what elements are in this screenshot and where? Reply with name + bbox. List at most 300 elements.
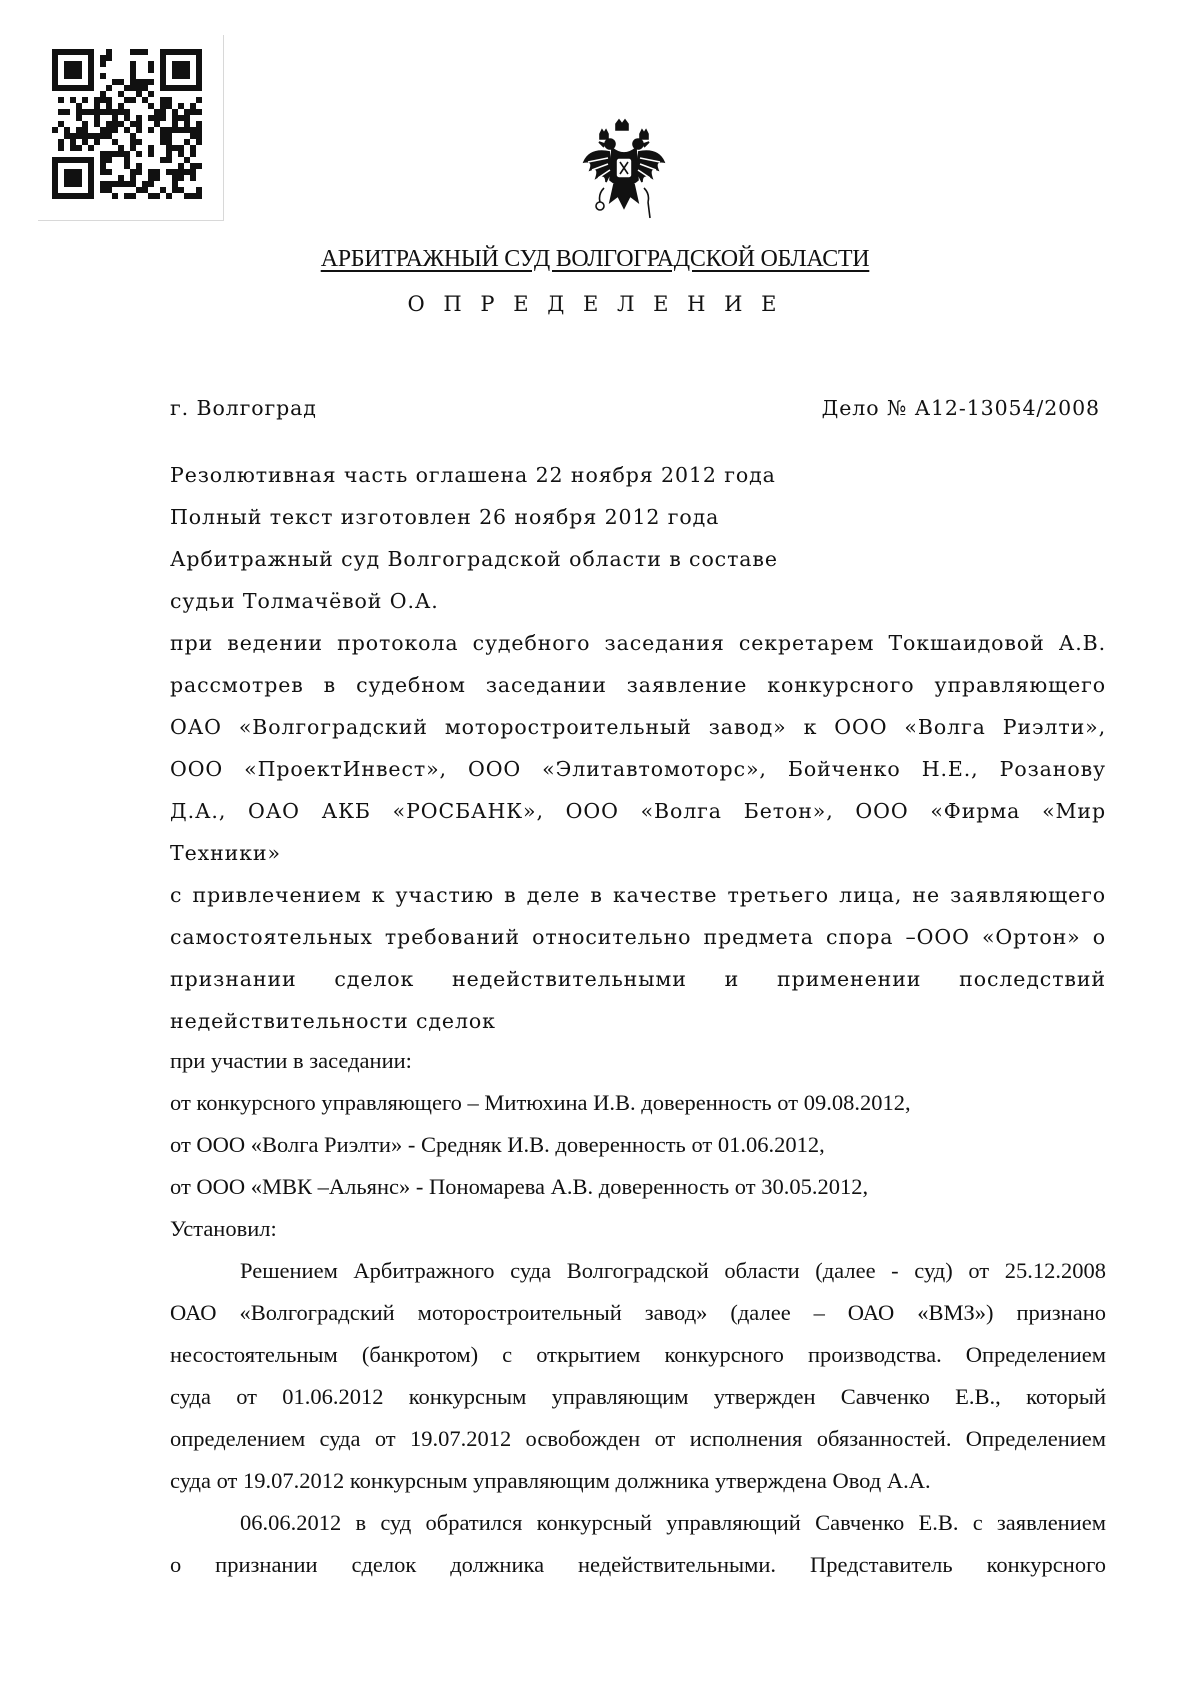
qr-module: [118, 121, 124, 127]
text-line: при ведении протокола судебного заседания секретарем Токшаидовой А.В.: [170, 631, 1106, 655]
qr-module: [166, 193, 172, 199]
qr-module: [82, 133, 88, 139]
qr-module: [172, 73, 178, 79]
qr-module: [112, 121, 118, 127]
qr-module: [166, 133, 172, 139]
text-line: суда от 01.06.2012 конкурсным управляющим утвержден Савченко Е.В., который: [170, 1384, 1106, 1409]
qr-module: [136, 139, 142, 145]
text-line: Полный текст изготовлен 26 ноября 2012 года: [170, 505, 720, 529]
text-line: судьи Толмачёвой О.А.: [170, 589, 439, 613]
qr-module: [136, 187, 142, 193]
qr-module: [172, 169, 178, 175]
qr-module: [76, 115, 82, 121]
qr-module: [154, 193, 160, 199]
qr-module: [196, 73, 202, 79]
qr-module: [76, 169, 82, 175]
qr-module: [148, 67, 154, 73]
qr-module: [130, 97, 136, 103]
qr-module: [160, 97, 166, 103]
qr-module: [106, 157, 112, 163]
qr-module: [178, 187, 184, 193]
text-line: несостоятельным (банкротом) с открытием конкурсного производства. Определением: [170, 1342, 1106, 1367]
qr-module: [136, 85, 142, 91]
qr-module: [190, 169, 196, 175]
text-line: самостоятельных требований относительно предмета спора –ООО «Ортон» о: [170, 925, 1106, 949]
qr-module: [148, 103, 154, 109]
qr-module: [70, 97, 76, 103]
qr-module: [190, 145, 196, 151]
qr-module: [76, 145, 82, 151]
qr-module: [196, 163, 202, 169]
text-line: Техники»: [170, 841, 281, 865]
qr-module: [70, 157, 76, 163]
qr-module: [172, 109, 178, 115]
text-line: ОАО «Волгоградский моторостроительный завод» к ООО «Волга Риэлти»,: [170, 715, 1106, 739]
qr-module: [118, 103, 124, 109]
qr-module: [76, 85, 82, 91]
qr-module: [190, 163, 196, 169]
qr-module: [100, 127, 106, 133]
qr-module: [148, 151, 154, 157]
qr-module: [106, 49, 112, 55]
qr-module: [100, 73, 106, 79]
qr-module: [70, 67, 76, 73]
qr-module: [166, 103, 172, 109]
qr-module: [184, 85, 190, 91]
qr-module: [58, 121, 64, 127]
qr-module: [58, 193, 64, 199]
qr-module: [100, 181, 106, 187]
qr-module: [130, 73, 136, 79]
qr-module: [100, 91, 106, 97]
qr-module: [196, 139, 202, 145]
city: г. Волгоград: [170, 396, 317, 420]
qr-module: [184, 73, 190, 79]
qr-module: [58, 49, 64, 55]
qr-module: [154, 175, 160, 181]
qr-module: [190, 85, 196, 91]
qr-module: [124, 97, 130, 103]
qr-module: [154, 109, 160, 115]
qr-module: [160, 67, 166, 73]
qr-module: [76, 103, 82, 109]
qr-module: [160, 85, 166, 91]
qr-module: [124, 181, 130, 187]
qr-module: [178, 61, 184, 67]
text-line: Решением Арбитражного суда Волгоградской области (далее - суд) от 25.12.2008: [240, 1258, 1106, 1283]
qr-module: [106, 103, 112, 109]
qr-module: [178, 49, 184, 55]
text-line: недействительности сделок: [170, 1009, 496, 1033]
qr-module: [130, 169, 136, 175]
qr-module: [118, 181, 124, 187]
qr-module: [94, 133, 100, 139]
qr-module: [70, 145, 76, 151]
qr-module: [88, 193, 94, 199]
qr-module: [106, 169, 112, 175]
qr-module: [124, 85, 130, 91]
qr-module: [124, 163, 130, 169]
qr-module: [130, 175, 136, 181]
qr-module: [136, 115, 142, 121]
qr-module: [136, 151, 142, 157]
qr-module: [166, 49, 172, 55]
qr-module: [70, 193, 76, 199]
text-line: Арбитражный суд Волгоградской области в составе: [170, 547, 778, 571]
qr-module: [196, 85, 202, 91]
qr-module: [160, 79, 166, 85]
qr-module: [196, 49, 202, 55]
qr-module: [58, 139, 64, 145]
coat-of-arms-icon: [580, 118, 668, 226]
qr-module: [58, 85, 64, 91]
qr-module: [124, 157, 130, 163]
qr-module: [190, 49, 196, 55]
qr-module: [88, 187, 94, 193]
qr-module: [130, 67, 136, 73]
qr-module: [172, 187, 178, 193]
text-line: рассмотрев в судебном заседании заявление конкурсного управляющего: [170, 673, 1106, 697]
qr-module: [160, 187, 166, 193]
qr-module: [178, 163, 184, 169]
qr-module: [52, 61, 58, 67]
qr-module: [184, 109, 190, 115]
qr-module: [100, 61, 106, 67]
qr-module: [166, 145, 172, 151]
qr-module: [118, 79, 124, 85]
qr-module: [130, 61, 136, 67]
qr-module: [184, 49, 190, 55]
qr-module: [190, 175, 196, 181]
qr-module: [172, 145, 178, 151]
qr-module: [166, 157, 172, 163]
qr-module: [142, 181, 148, 187]
intro-block: [170, 454, 1106, 1042]
qr-module: [76, 109, 82, 115]
qr-module: [94, 115, 100, 121]
qr-module: [130, 79, 136, 85]
qr-code-icon: [52, 49, 202, 199]
qr-module: [64, 127, 70, 133]
qr-module: [130, 181, 136, 187]
qr-module: [58, 157, 64, 163]
qr-module: [82, 139, 88, 145]
qr-module: [118, 145, 124, 151]
qr-module: [94, 103, 100, 109]
qr-module: [148, 91, 154, 97]
qr-module: [100, 169, 106, 175]
qr-module: [148, 115, 154, 121]
text-line: Д.А., ОАО АКБ «РОСБАНК», ООО «Волга Бетон», ООО «Фирма «Мир: [170, 799, 1106, 823]
qr-module: [58, 145, 64, 151]
qr-code: [38, 35, 224, 221]
qr-module: [52, 181, 58, 187]
qr-module: [154, 169, 160, 175]
qr-module: [112, 139, 118, 145]
qr-module: [100, 55, 106, 61]
qr-module: [172, 121, 178, 127]
qr-module: [124, 127, 130, 133]
qr-module: [172, 67, 178, 73]
qr-module: [130, 139, 136, 145]
qr-module: [148, 145, 154, 151]
qr-module: [118, 91, 124, 97]
qr-module: [166, 127, 172, 133]
qr-module: [82, 49, 88, 55]
qr-module: [64, 169, 70, 175]
qr-module: [178, 169, 184, 175]
qr-module: [160, 115, 166, 121]
qr-module: [160, 61, 166, 67]
qr-module: [196, 79, 202, 85]
qr-module: [148, 169, 154, 175]
qr-module: [106, 151, 112, 157]
text-line: определением суда от 19.07.2012 освобожден от исполнения обязанностей. Определением: [170, 1426, 1106, 1451]
qr-module: [76, 133, 82, 139]
qr-module: [106, 85, 112, 91]
qr-module: [82, 97, 88, 103]
qr-module: [76, 73, 82, 79]
text-line: от ООО «Волга Риэлти» - Средняк И.В. доверенность от 01.06.2012,: [170, 1132, 825, 1157]
qr-module: [52, 85, 58, 91]
qr-module: [112, 115, 118, 121]
qr-module: [88, 67, 94, 73]
qr-module: [106, 109, 112, 115]
qr-module: [100, 151, 106, 157]
qr-module: [160, 73, 166, 79]
qr-module: [184, 193, 190, 199]
qr-module: [190, 103, 196, 109]
qr-module: [166, 85, 172, 91]
qr-module: [88, 163, 94, 169]
text-line: ООО «ПроектИнвест», ООО «Элитавтомоторс», Бойченко Н.Е., Розанову: [170, 757, 1106, 781]
qr-module: [112, 181, 118, 187]
qr-module: [70, 73, 76, 79]
qr-module: [52, 79, 58, 85]
qr-module: [136, 169, 142, 175]
body-block: [170, 1250, 1106, 1586]
qr-module: [106, 187, 112, 193]
qr-module: [76, 157, 82, 163]
qr-module: [184, 157, 190, 163]
qr-module: [76, 193, 82, 199]
qr-module: [166, 169, 172, 175]
qr-module: [58, 109, 64, 115]
qr-module: [130, 133, 136, 139]
qr-module: [172, 181, 178, 187]
qr-module: [82, 85, 88, 91]
qr-module: [196, 133, 202, 139]
qr-module: [106, 133, 112, 139]
qr-module: [160, 133, 166, 139]
qr-module: [124, 109, 130, 115]
qr-module: [112, 109, 118, 115]
qr-module: [100, 157, 106, 163]
qr-module: [178, 151, 184, 157]
qr-module: [88, 175, 94, 181]
qr-module: [136, 79, 142, 85]
qr-module: [88, 73, 94, 79]
qr-module: [82, 127, 88, 133]
qr-module: [172, 85, 178, 91]
qr-module: [52, 157, 58, 163]
qr-module: [130, 85, 136, 91]
qr-module: [160, 55, 166, 61]
qr-module: [112, 151, 118, 157]
qr-module: [70, 49, 76, 55]
qr-module: [178, 67, 184, 73]
qr-module: [64, 85, 70, 91]
qr-module: [190, 127, 196, 133]
qr-module: [88, 181, 94, 187]
qr-module: [94, 121, 100, 127]
qr-module: [178, 73, 184, 79]
qr-module: [88, 133, 94, 139]
qr-module: [196, 193, 202, 199]
participants-block: [170, 1040, 1106, 1250]
qr-module: [64, 133, 70, 139]
qr-module: [82, 193, 88, 199]
text-line: 06.06.2012 в суд обратился конкурсный управляющий Савченко Е.В. с заявлением: [240, 1510, 1106, 1535]
qr-module: [52, 163, 58, 169]
qr-module: [82, 121, 88, 127]
qr-module: [184, 139, 190, 145]
qr-module: [142, 85, 148, 91]
qr-module: [88, 145, 94, 151]
qr-module: [172, 115, 178, 121]
qr-module: [184, 169, 190, 175]
qr-module: [64, 73, 70, 79]
qr-module: [118, 109, 124, 115]
text-line: от конкурсного управляющего – Митюхина И.В. доверенность от 09.08.2012,: [170, 1090, 911, 1115]
qr-module: [100, 187, 106, 193]
qr-module: [70, 139, 76, 145]
text-line: Установил:: [170, 1216, 277, 1241]
qr-module: [94, 97, 100, 103]
qr-module: [106, 121, 112, 127]
text-line: суда от 19.07.2012 конкурсным управляющим должника утверждена Овод А.А.: [170, 1468, 931, 1493]
qr-module: [52, 169, 58, 175]
qr-module: [58, 97, 64, 103]
text-line: признании сделок недействительными и применении последствий: [170, 967, 1106, 991]
qr-module: [178, 127, 184, 133]
qr-module: [100, 97, 106, 103]
text-line: ОАО «Волгоградский моторостроительный завод» (далее – ОАО «ВМЗ») признано: [170, 1300, 1106, 1325]
qr-module: [166, 97, 172, 103]
qr-module: [70, 85, 76, 91]
qr-module: [196, 109, 202, 115]
qr-module: [70, 61, 76, 67]
qr-module: [76, 127, 82, 133]
qr-module: [88, 85, 94, 91]
qr-module: [118, 151, 124, 157]
qr-module: [178, 103, 184, 109]
qr-module: [100, 133, 106, 139]
qr-module: [52, 127, 58, 133]
qr-module: [178, 115, 184, 121]
qr-module: [64, 61, 70, 67]
qr-module: [88, 157, 94, 163]
qr-module: [160, 127, 166, 133]
qr-module: [52, 55, 58, 61]
qr-module: [64, 49, 70, 55]
qr-module: [130, 49, 136, 55]
qr-module: [94, 139, 100, 145]
qr-module: [190, 133, 196, 139]
qr-module: [160, 157, 166, 163]
qr-module: [112, 79, 118, 85]
qr-module: [196, 61, 202, 67]
qr-module: [52, 49, 58, 55]
qr-module: [196, 55, 202, 61]
qr-module: [124, 151, 130, 157]
qr-module: [178, 175, 184, 181]
qr-module: [64, 175, 70, 181]
text-line: с привлечением к участию в деле в качестве третьего лица, не заявляющего: [170, 883, 1106, 907]
qr-module: [142, 79, 148, 85]
court-name: АРБИТРАЖНЫЙ СУД ВОЛГОГРАДСКОЙ ОБЛАСТИ: [320, 246, 870, 272]
qr-module: [64, 157, 70, 163]
qr-module: [160, 109, 166, 115]
text-line: от ООО «МВК –Альянс» - Пономарева А.В. доверенность от 30.05.2012,: [170, 1174, 869, 1199]
text-line: Резолютивная часть оглашена 22 ноября 2012 года: [170, 463, 776, 487]
qr-module: [190, 151, 196, 157]
qr-module: [52, 73, 58, 79]
qr-module: [88, 79, 94, 85]
qr-module: [88, 109, 94, 115]
qr-module: [124, 115, 130, 121]
qr-module: [136, 127, 142, 133]
qr-module: [130, 121, 136, 127]
qr-module: [160, 103, 166, 109]
qr-module: [70, 181, 76, 187]
qr-module: [172, 127, 178, 133]
qr-module: [52, 187, 58, 193]
qr-module: [184, 115, 190, 121]
qr-module: [136, 91, 142, 97]
qr-module: [130, 193, 136, 199]
qr-module: [178, 85, 184, 91]
qr-module: [70, 133, 76, 139]
qr-module: [76, 61, 82, 67]
text-line: о признании сделок должника недействительными. Представитель конкурсного: [170, 1552, 1106, 1577]
qr-module: [136, 49, 142, 55]
qr-module: [142, 49, 148, 55]
qr-module: [196, 127, 202, 133]
qr-module: [130, 145, 136, 151]
qr-module: [88, 61, 94, 67]
qr-module: [52, 193, 58, 199]
qr-module: [196, 97, 202, 103]
qr-module: [52, 67, 58, 73]
qr-module: [76, 67, 82, 73]
qr-module: [106, 127, 112, 133]
qr-module: [172, 49, 178, 55]
text-line: при участии в заседании:: [170, 1048, 412, 1073]
qr-module: [136, 163, 142, 169]
qr-module: [190, 109, 196, 115]
qr-module: [106, 97, 112, 103]
qr-module: [148, 127, 154, 133]
qr-module: [172, 175, 178, 181]
qr-module: [94, 109, 100, 115]
qr-module: [64, 193, 70, 199]
qr-module: [196, 187, 202, 193]
qr-module: [64, 181, 70, 187]
qr-module: [76, 175, 82, 181]
qr-module: [88, 49, 94, 55]
qr-module: [70, 175, 76, 181]
